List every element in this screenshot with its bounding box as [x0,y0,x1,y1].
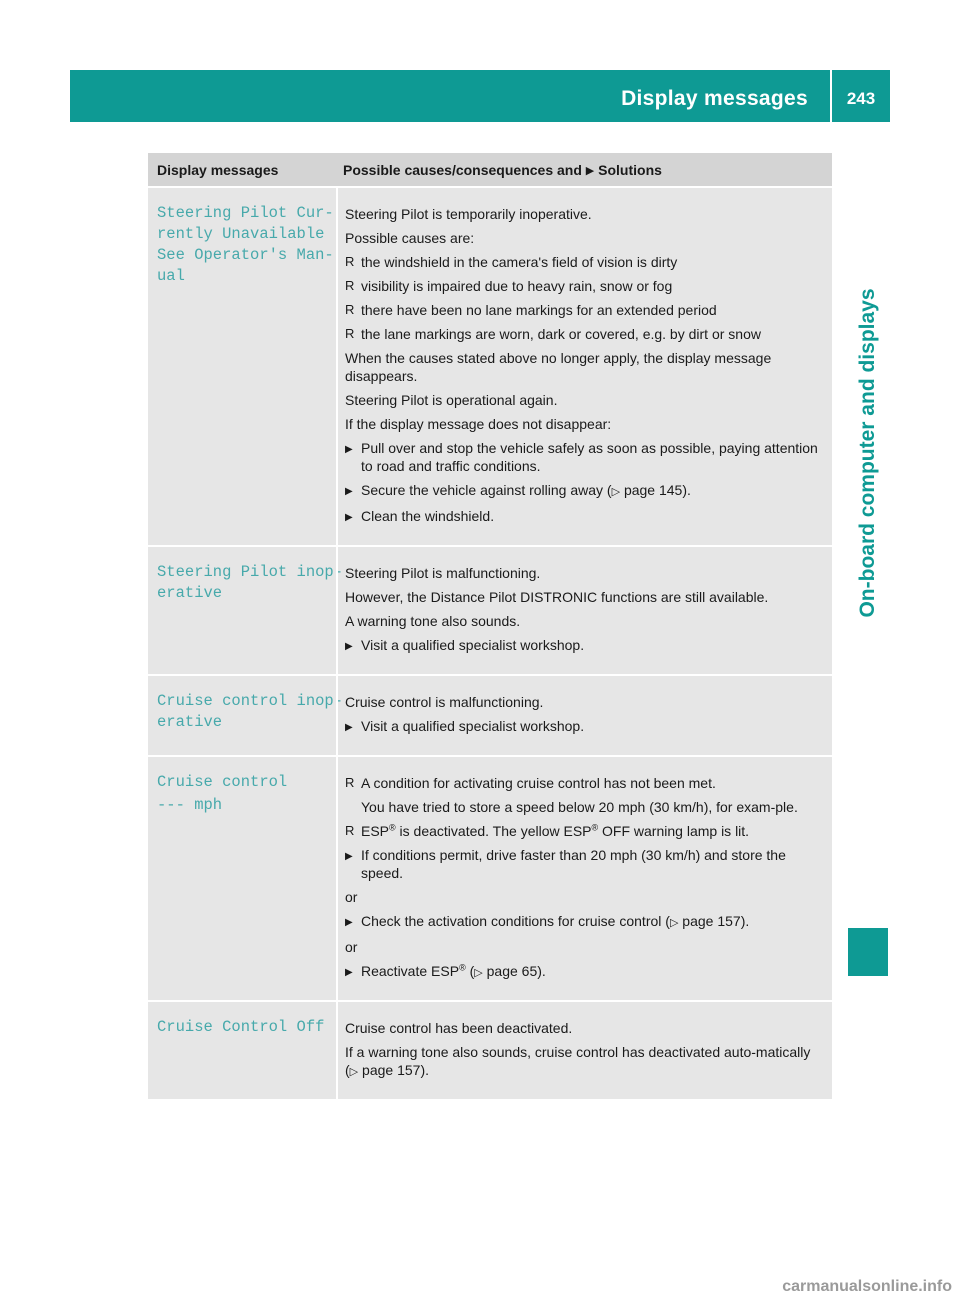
bullet-item [345,325,826,343]
page-reference[interactable]: page 65 [486,963,538,979]
bullet-subtext [345,798,826,816]
arrow-icon: ▶ [345,486,353,497]
arrow-icon: ▶ [345,722,353,733]
bullet-item [345,253,826,271]
text-line: Cruise control is malfunctioning. [345,694,544,710]
table-row [148,1000,832,1099]
step-text [361,481,826,501]
side-tab-label: On-board computer and displays [856,288,879,618]
solution-cell [336,757,832,1000]
bullet-icon: R [345,775,355,790]
arrow-icon: ▶ [345,967,353,978]
bullet-text-part: is deactivated. The yellow ESP [395,823,592,839]
bullet-text: there have been no lane markings for an extended period [361,302,717,318]
display-message-line: --- mph [157,796,223,814]
text-line: Possible causes are: [345,230,475,246]
col-header-text-solutions: Solutions [594,162,662,178]
step-text [361,912,826,932]
bullet-item [345,301,826,319]
table-row [148,755,832,1000]
indent-spacer [345,798,361,816]
text-line: When the causes stated above no longer apply, the display message disappears. [345,350,772,384]
col-header-text: Possible causes/consequences and [343,162,586,178]
page-reference[interactable]: page 145 [623,482,683,498]
or-text: or [345,939,358,955]
step-item [345,439,826,475]
step-item [345,717,826,737]
display-message-line: ual [157,267,185,285]
page-ref-icon: ▷ [474,967,483,979]
bullet-text-part: ESP [361,823,390,839]
bullet-text: visibility is impaired due to heavy rain, snow or fog [361,278,673,294]
table-row [148,186,832,545]
text-line: Cruise control has been deactivated. [345,1020,573,1036]
bullet-icon: R [345,823,355,838]
bullet-icon: R [345,326,355,341]
step-text-part: ). [537,963,546,979]
arrow-icon: ▶ [345,444,353,455]
text-line: A warning tone also sounds. [345,613,521,629]
step-text-part: ). [682,482,691,498]
registered-mark: ® [459,962,466,973]
col-header-causes-solutions [336,153,832,186]
step-text-part: ). [740,913,750,929]
page-ref-icon: ▷ [669,917,679,929]
step-item [345,481,826,501]
step-text-part: ( [465,963,475,979]
display-message-line: erative [157,584,223,602]
or-text: or [345,889,358,905]
solution-cell [336,676,832,755]
page-number: 243 [846,89,876,108]
step-item [345,962,826,982]
side-tab [848,148,888,758]
page-ref-icon: ▷ [349,1066,359,1078]
step-text: Pull over and stop the vehicle safely as soon as possible, paying attention to road and traffic conditions. [361,440,818,474]
step-text-part: Secure the vehicle against rolling away ( [361,482,612,498]
bullet-text: the windshield in the camera's field of vision is dirty [361,254,678,270]
text-part: If a warning tone also sounds, cruise control has deactivated auto-matically ( [345,1044,811,1078]
display-message-line: Cruise control inop- [157,692,344,710]
table-header-row [148,153,832,186]
message-cell [148,188,336,545]
display-message-line: See Operator's Man- [157,246,334,264]
watermark: carmanualsonline.info [782,1278,952,1295]
step-item [345,912,826,932]
arrow-icon: ▶ [345,917,353,928]
message-cell [148,547,344,674]
page-reference[interactable]: page 157 [682,913,741,929]
bullet-item [345,277,826,295]
step-text-part: Check the activation conditions for cruise control ( [361,913,670,929]
display-message-line: Cruise control [157,773,288,791]
bullet-item [345,822,826,840]
bullet-text [361,822,826,840]
step-text: Clean the windshield. [361,508,495,524]
step-text [361,962,826,982]
display-message-line: rently Unavailable [157,225,325,243]
bullet-text: A condition for activating cruise control has not been met. [361,775,716,791]
solution-cell [336,1002,832,1099]
col-header-display-messages: Display messages [157,162,279,178]
message-cell [148,1002,336,1099]
arrow-icon: ▶ [345,512,353,523]
bullet-text-part: OFF warning lamp is lit. [598,823,750,839]
bullet-icon: R [345,302,355,317]
arrow-icon: ▶ [345,641,353,652]
header-title: Display messages [621,87,808,110]
text-part: ). [420,1062,429,1078]
text-line: If the display message does not disappear: [345,416,612,432]
step-text: If conditions permit, drive faster than 20 mph (30 km/h) and store the speed. [361,847,786,881]
text-line [345,1043,826,1081]
page-reference[interactable]: page 157 [362,1062,421,1078]
bullet-subtext-text: You have tried to store a speed below 20 mph (30 km/h), for exam-ple. [361,799,798,815]
step-text-part: Reactivate ESP [361,963,460,979]
step-text: Visit a qualified specialist workshop. [361,637,585,653]
step-text: Visit a qualified specialist workshop. [361,718,585,734]
message-cell [148,757,336,1000]
registered-mark: ® [389,822,396,833]
step-item [345,507,826,527]
display-message-line: Steering Pilot inop- [157,563,344,581]
step-item [345,846,826,882]
display-message-line: Steering Pilot Cur- [157,204,334,222]
bullet-item [345,774,826,792]
registered-mark: ® [591,822,599,833]
bullet-icon: R [345,254,355,269]
step-item [345,636,826,656]
text-line: However, the Distance Pilot DISTRONIC functions are still available. [345,589,769,605]
solution-cell [336,547,832,674]
solution-cell [336,188,832,545]
message-cell [148,676,344,755]
arrow-icon: ▶ [345,851,353,862]
page-header [70,70,890,122]
page-ref-icon: ▷ [611,486,621,498]
text-line: Steering Pilot is temporarily inoperative. [345,206,592,222]
side-tab-marker [848,928,888,976]
text-line: Steering Pilot is malfunctioning. [345,565,541,581]
bullet-icon: R [345,278,355,293]
arrow-icon: ▶ [585,165,595,177]
table-row [148,674,832,755]
display-message-line: erative [157,713,223,731]
bullet-text: the lane markings are worn, dark or covered, e.g. by dirt or snow [361,326,761,342]
display-message-line: Cruise Control Off [157,1018,325,1036]
display-messages-table [148,153,832,1099]
text-line: Steering Pilot is operational again. [345,392,558,408]
table-row [148,545,832,674]
